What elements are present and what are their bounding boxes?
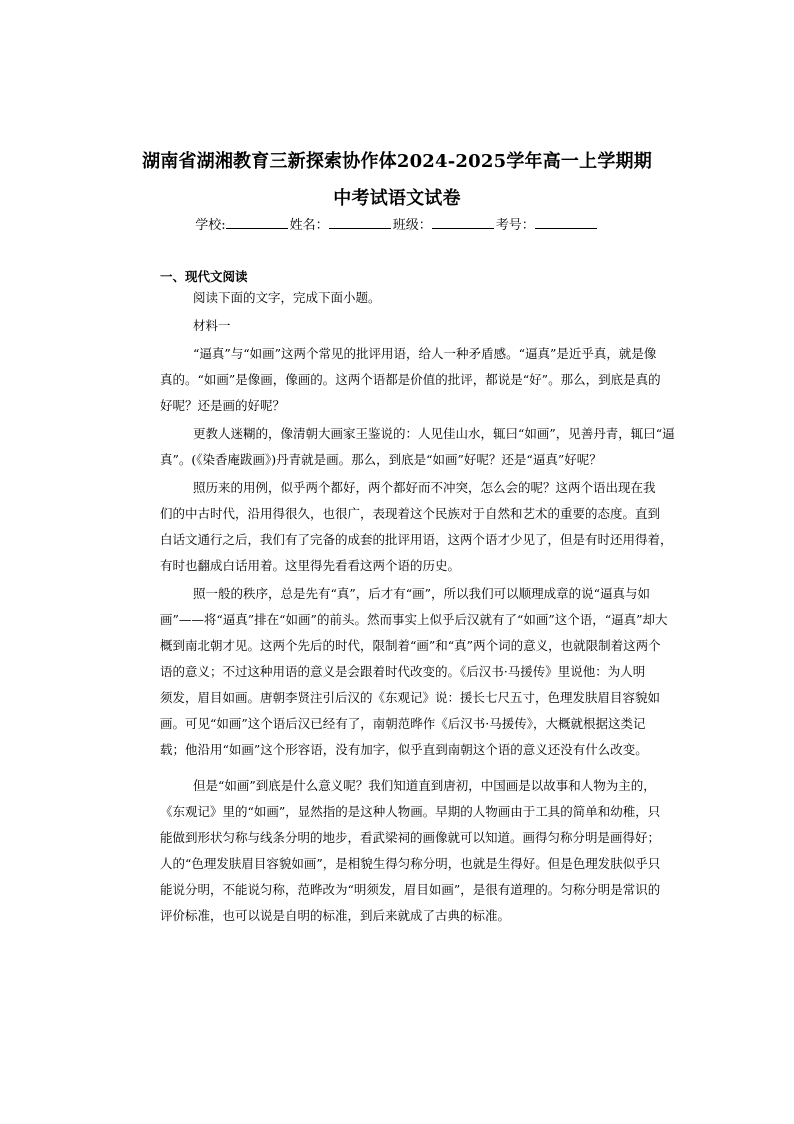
passage-line: 《东观记》里的“如画”，显然指的是这种人物画。早期的人物画由于工具的简单和幼稚，只: [160, 804, 661, 819]
school-field[interactable]: [195, 214, 289, 233]
passage-line: 概到南北朝才见。这两个先后的时代，限制着“画”和“真”两个词的意义，也就限制着这两个: [160, 638, 661, 653]
passage-line: 好呢？还是画的好呢？: [160, 398, 286, 413]
passage-line: “逼真”与“如画”这两个常见的批评用语，给人一种矛盾感。“逼真”是近乎真，就是像: [193, 346, 657, 361]
passage-line: 须发，眉目如画。唐朝李贤注引后汉的《东观记》说：援长七尺五寸，色理发肤眉目容貌如: [160, 690, 661, 705]
name-blank[interactable]: [329, 216, 391, 229]
passage-line: 更教人迷糊的，像清朝大画家王鉴说的：人见佳山水，辄曰“如画”，见善丹青，辄曰“逼: [193, 426, 675, 441]
passage-line: 语的意义；不过这种用语的意义是会跟着时代改变的。《后汉书·马援传》里说他：为人明: [160, 664, 646, 679]
exam-number-field[interactable]: [496, 214, 599, 233]
passage-line: 真”。(《染香庵跋画》)丹青就是画。那么，到底是“如画”好呢？还是“逼真”好呢？: [160, 452, 602, 467]
section-heading: 一、现代文阅读: [160, 269, 248, 284]
material-label: 材料一: [193, 318, 231, 333]
instruction-text: 阅读下面的文字，完成下面小题。: [193, 290, 381, 305]
class-field[interactable]: [393, 214, 496, 233]
passage-line: 有时也翻成白话用着。这里得先看看这两个语的历史。: [160, 558, 461, 573]
exam-title-line-2: 中考试语文试卷: [333, 188, 461, 209]
passage-line: 照历来的用例，似乎两个都好，两个都好而不冲突，怎么会的呢？这两个语出现在我: [193, 480, 656, 495]
passage-line: 载；他沿用“如画”这个形容语，没有加字，似乎直到南朝这个语的意义还没有什么改变。: [160, 742, 648, 757]
passage-line: 真的。“如画”是像画，像画的。这两个语都是价值的批评，都说是“好”。那么，到底是真的: [160, 372, 661, 387]
exam-number-label: 考号：: [495, 218, 535, 233]
passage-line: 人的“色理发肤眉目容貌如画”，是相貌生得匀称分明，也就是生得好。但是色理发肤似乎只: [160, 856, 661, 871]
student-info-fields: [0, 214, 794, 233]
school-label: 学校:: [195, 218, 226, 233]
passage-line: 评价标准，也可以说是自明的标准，到后来就成了古典的标准。: [160, 908, 511, 923]
class-label: 班级：: [392, 218, 432, 233]
passage-line: 画。可见“如画”这个语后汉已经有了，南朝范晔作《后汉书·马援传》，大概就根据这类记: [160, 716, 646, 731]
passage-line: 但是“如画”到底是什么意义呢？我们知道直到唐初，中国画是以故事和人物为主的，: [193, 778, 656, 793]
passage-line: 能说分明，不能说匀称，范晔改为“明须发，眉目如画”，是很有道理的。匀称分明是常识的: [160, 882, 661, 897]
exam-title-line-1: 湖南省湖湘教育三新探索协作体2024-2025学年高一上学期期: [142, 151, 652, 172]
school-blank[interactable]: [226, 216, 288, 229]
passage-line: 画”——将“逼真”排在“如画”的前头。然而事实上似乎后汉就有了“如画”这个语，“逼真”却大: [160, 612, 668, 627]
passage-line: 能做到形状匀称与线条分明的地步，看武梁祠的画像就可以知道。画得匀称分明是画得好；: [160, 830, 661, 845]
exam-number-blank[interactable]: [535, 216, 597, 229]
passage-line: 照一般的秩序，总是先有“真”，后才有“画”，所以我们可以顺理成章的说“逼真与如: [193, 586, 650, 601]
name-label: 姓名：: [289, 218, 329, 233]
class-blank[interactable]: [432, 216, 494, 229]
passage-line: 们的中古时代，沿用得很久，也很广，表现着这个民族对于自然和艺术的重要的态度。直到: [160, 506, 661, 521]
name-field[interactable]: [290, 214, 393, 233]
passage-line: 白话文通行之后，我们有了完备的成套的批评用语，这两个语才少见了，但是有时还用得着，: [160, 532, 673, 547]
